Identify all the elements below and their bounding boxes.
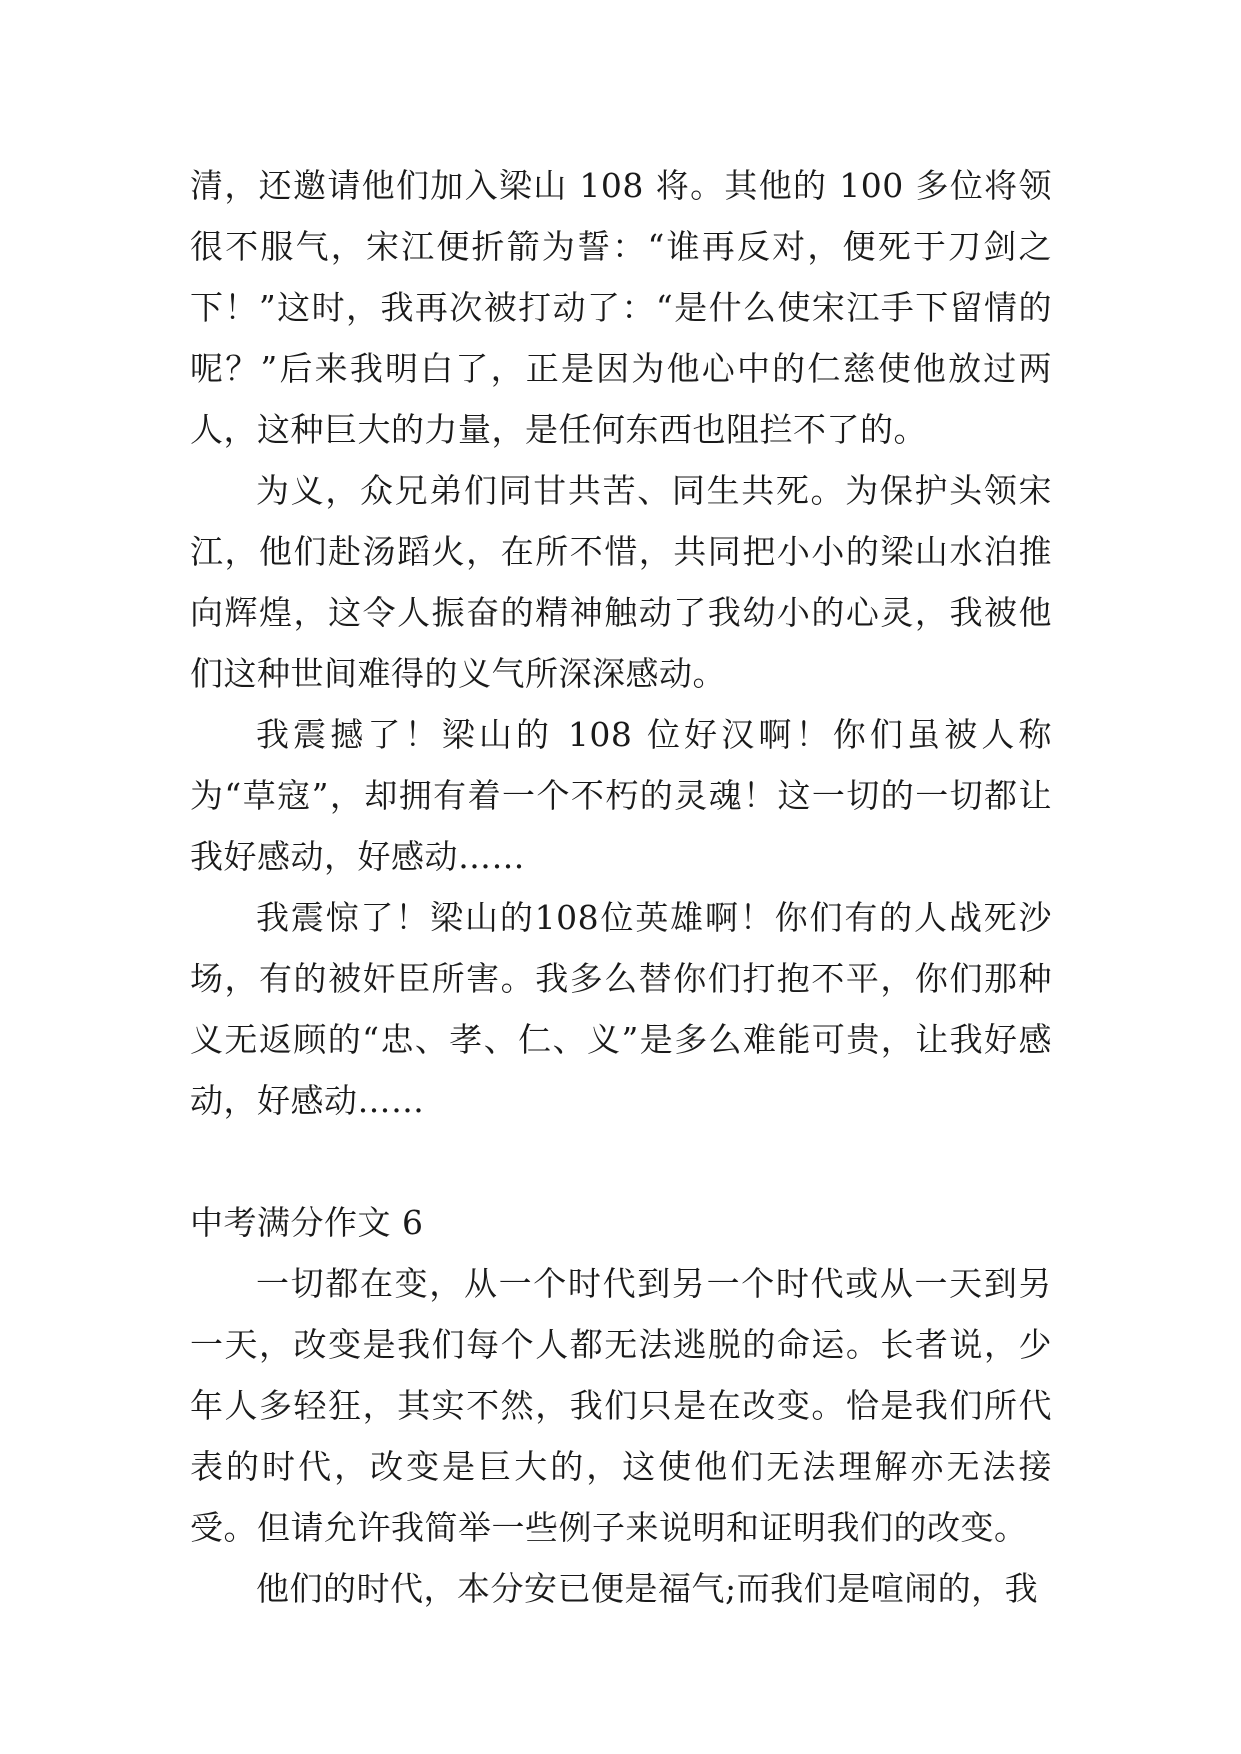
paragraph-5: 一切都在变，从一个时代到另一个时代或从一天到另一天，改变是我们每个人都无法逃脱的命运。长者说，少年人多轻狂，其实不然，我们只是在改变。恰是我们所代表的时代，改变是巨大的，这使他们无法理解亦无法接受。但请允许我简举一些例子来说明和证明我们的改变。 <box>190 1264 1052 1547</box>
paragraph-2: 为义，众兄弟们同甘共苦、同生共死。为保护头领宋江，他们赴汤蹈火，在所不惜，共同把小小的梁山水泊推向辉煌，这令人振奋的精神触动了我幼小的心灵，我被他们这种世间难得的义气所深深感动。 <box>190 471 1052 693</box>
section-title: 中考满分作文 6 <box>190 1203 424 1242</box>
paragraph-4: 我震惊了！梁山的108位英雄啊！你们有的人战死沙场，有的被奸臣所害。我多么替你们打抱不平，你们那种义无返顾的“忠、孝、仁、义”是多么难能可贵，让我好感动，好感动…… <box>190 898 1052 1120</box>
paragraph-6: 他们的时代，本分安已便是福气;而我们是喧闹的，我 <box>256 1569 1039 1608</box>
document-body <box>190 155 1052 1619</box>
section-gap <box>190 1131 1052 1192</box>
paragraph-1: 清，还邀请他们加入梁山 108 将。其他的 100 多位将领很不服气，宋江便折箭为誓：“谁再反对，便死于刀剑之下！”这时，我再次被打动了：“是什么使宋江手下留情的呢？”后来我明白了，正是因为他心中的仁慈使他放过两人，这种巨大的力量，是任何东西也阻拦不了的。 <box>190 166 1052 449</box>
paragraph-3: 我震撼了！梁山的 108 位好汉啊！你们虽被人称为“草寇”，却拥有着一个不朽的灵魂！这一切的一切都让我好感动，好感动…… <box>190 715 1052 876</box>
